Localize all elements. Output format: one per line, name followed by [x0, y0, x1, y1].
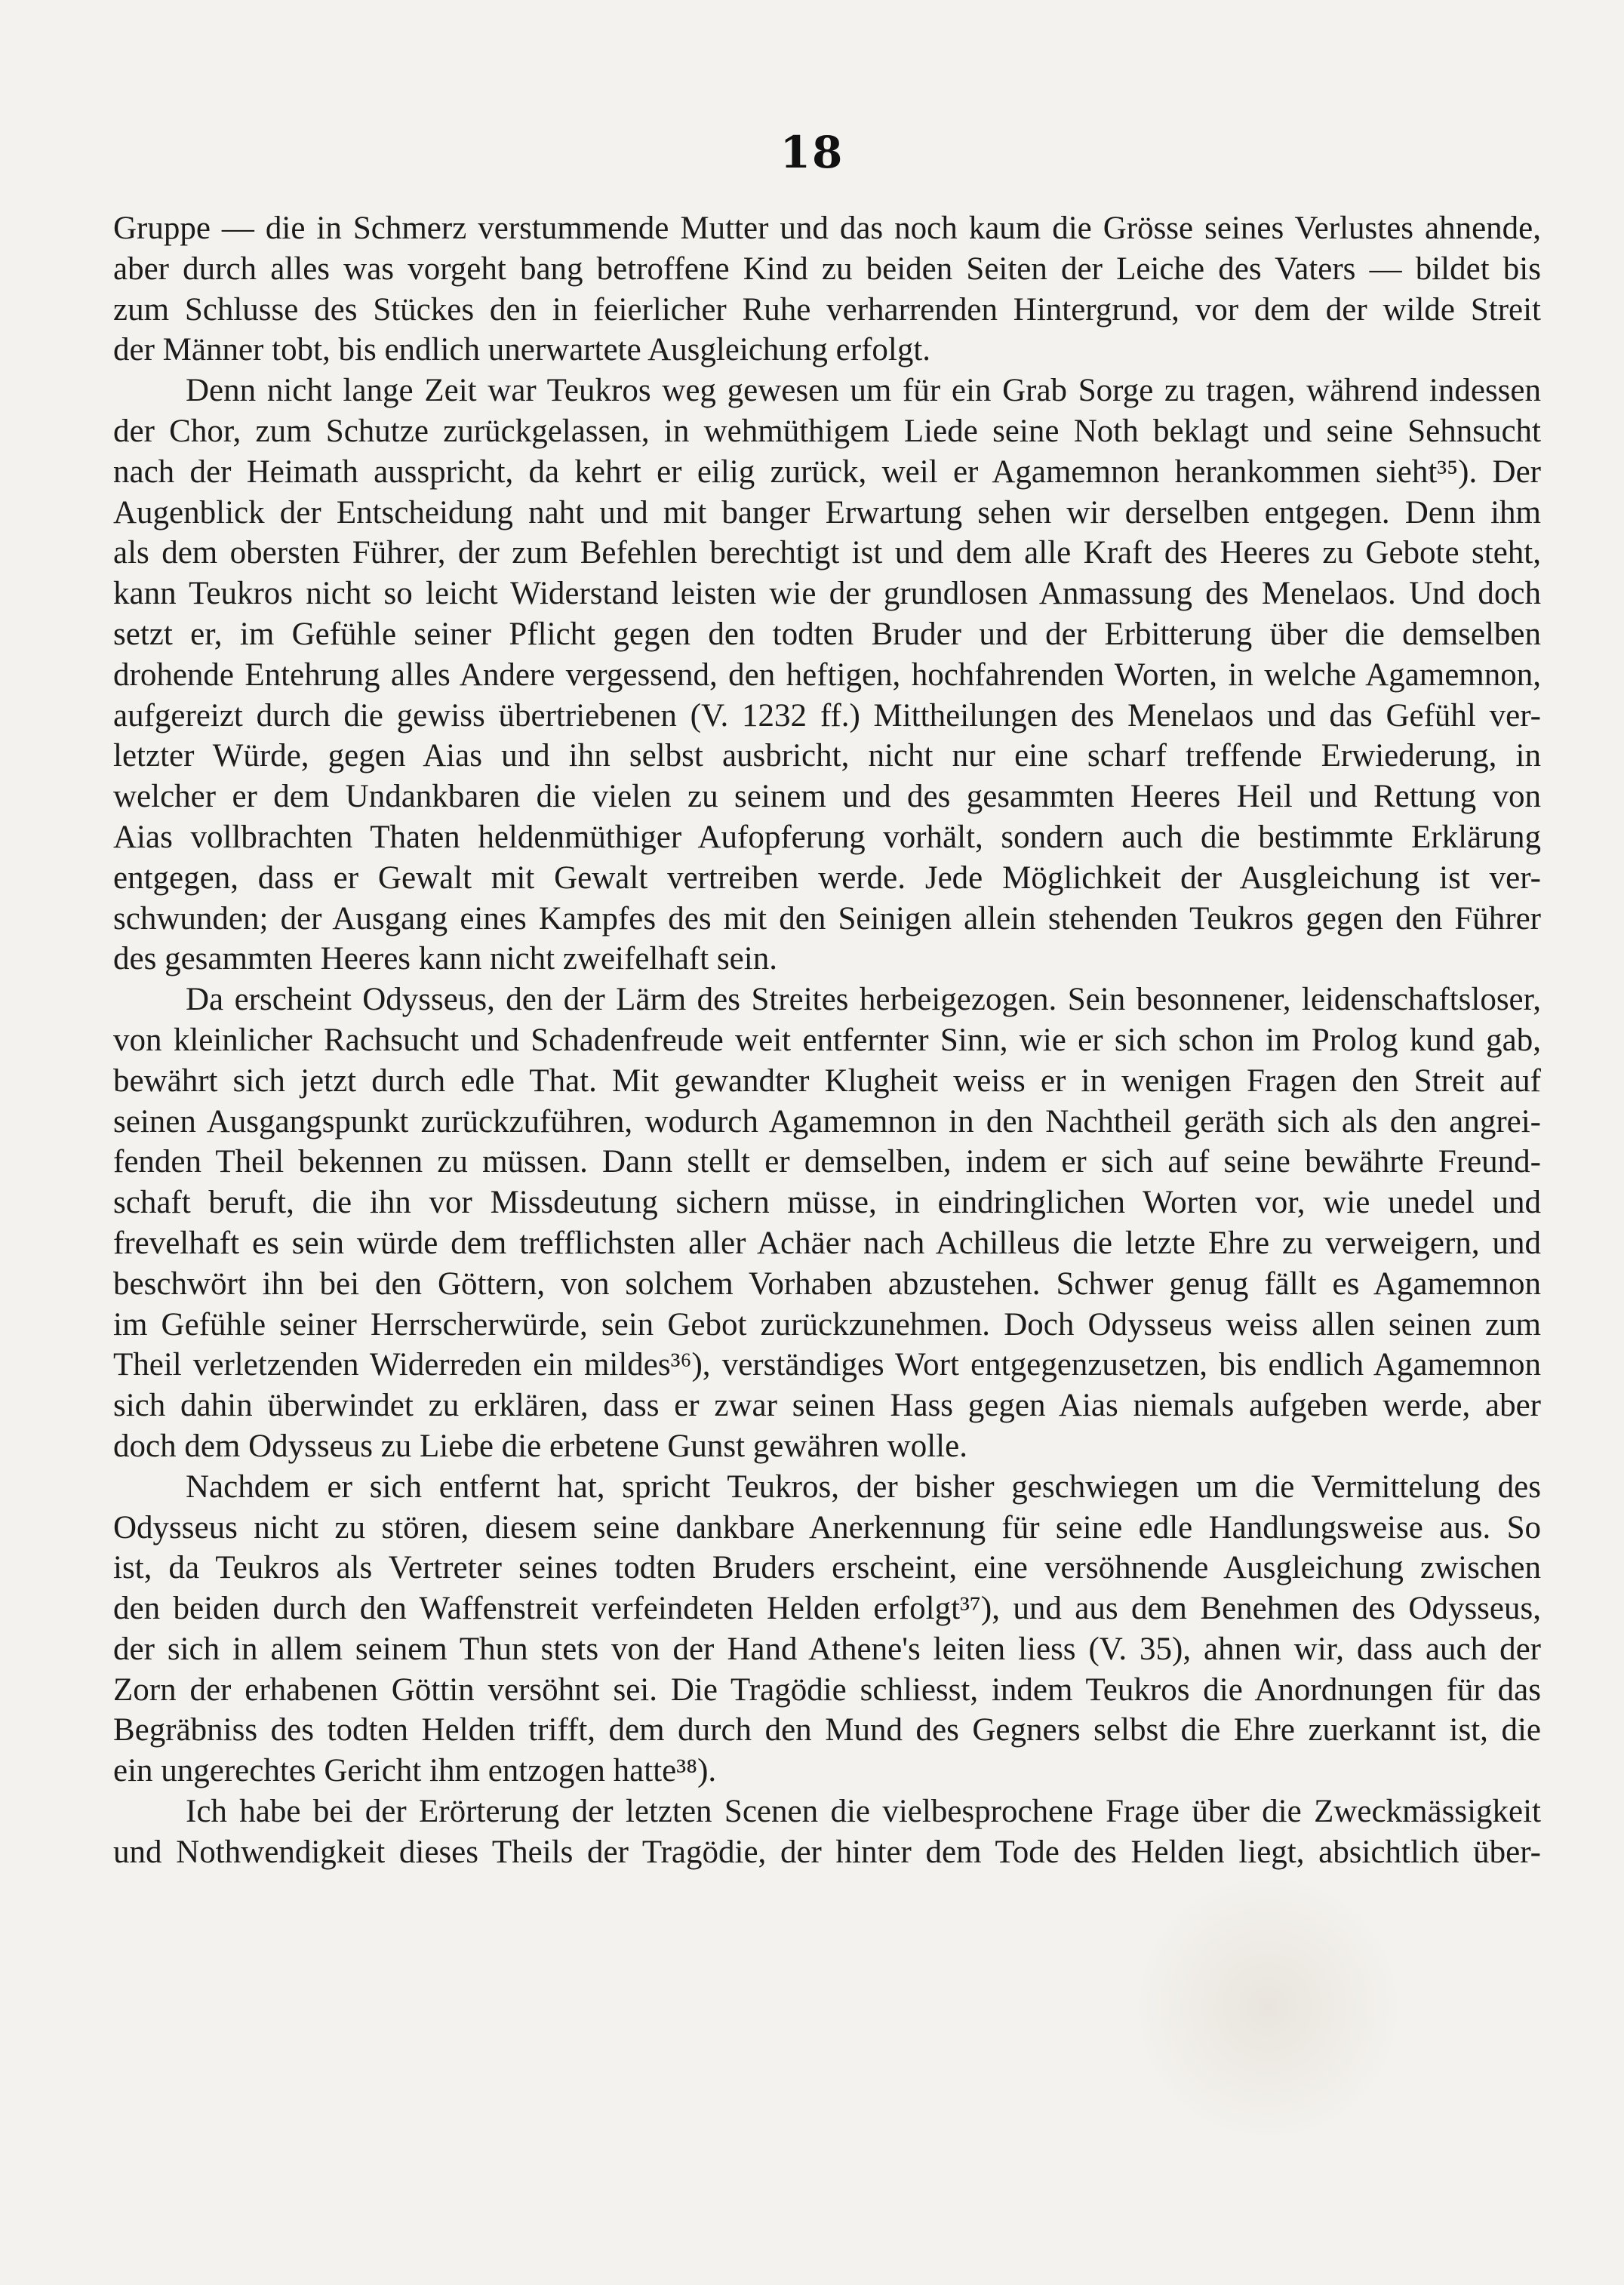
paragraph: [113, 1791, 1541, 1873]
text-line: der Männer tobt, bis endlich unerwartete Ausgleichung erfolgt.: [113, 332, 931, 368]
text-line: Zorn der erhabenen Göttin versöhnt sei. Die Tragödie schliesst, indem Teukros die Anordnungen für das: [113, 1671, 1541, 1708]
text-line: kann Teukros nicht so leicht Widerstand leisten wie der grundlosen Anmassung des Menelaos. Und doch: [113, 576, 1541, 612]
text-line: fenden Theil bekennen zu müssen. Dann stellt er demselben, indem er sich auf seine bewährte Freund-: [113, 1144, 1541, 1180]
text-line: und Nothwendigkeit dieses Theils der Tragödie, der hinter dem Tode des Helden liegt, absichtlich über-: [113, 1834, 1541, 1870]
text-line: entgegen, dass er Gewalt mit Gewalt vertreiben werde. Jede Möglichkeit der Ausgleichung ist ver-: [113, 860, 1541, 896]
body-text: [113, 208, 1541, 1873]
text-line: Odysseus nicht zu stören, diesem seine dankbare Anerkennung für seine edle Handlungsweise aus. So: [113, 1509, 1541, 1545]
text-line: welcher er dem Undankbaren die vielen zu seinem und des gesammten Heeres Heil und Rettung von: [113, 779, 1541, 815]
paragraph: [113, 980, 1541, 1467]
paragraph: [113, 208, 1541, 371]
text-line: Denn nicht lange Zeit war Teukros weg gewesen um für ein Grab Sorge zu tragen, während indessen: [186, 373, 1541, 409]
text-line: frevelhaft es sein würde dem trefflichsten aller Achäer nach Achilleus die letzte Ehre zu verweigern, und: [113, 1225, 1541, 1261]
text-line: aufgereizt durch die gewiss übertriebenen (V. 1232 ff.) Mittheilungen des Menelaos und das Gefühl ver-: [113, 697, 1541, 733]
text-line: Theil verletzenden Widerreden ein mildes³⁶), verständiges Wort entgegenzusetzen, bis endlich Agamemnon: [113, 1347, 1541, 1383]
text-line: letzter Würde, gegen Aias und ihn selbst ausbricht, nicht nur eine scharf treffende Erwiederung, in: [113, 738, 1541, 774]
text-line: sich dahin überwindet zu erklären, dass er zwar seinen Hass gegen Aias niemals aufgeben werde, aber: [113, 1388, 1541, 1424]
text-line: doch dem Odysseus zu Liebe die erbetene Gunst gewähren wolle.: [113, 1428, 967, 1464]
text-line: im Gefühle seiner Herrscherwürde, sein Gebot zurückzunehmen. Doch Odysseus weiss allen seinen zum: [113, 1306, 1541, 1342]
text-line: schaft beruft, die ihn vor Missdeutung sichern müsse, in eindringlichen Worten vor, wie unedel und: [113, 1185, 1541, 1221]
text-line: bewährt sich jetzt durch edle That. Mit gewandter Klugheit weiss er in wenigen Fragen den Streit auf: [113, 1063, 1541, 1099]
text-line: aber durch alles was vorgeht bang betroffene Kind zu beiden Seiten der Leiche des Vaters — bildet bis: [113, 251, 1541, 287]
page-number: 18: [780, 127, 844, 178]
text-line: Begräbniss des todten Helden trifft, dem durch den Mund des Gegners selbst die Ehre zuerkannt ist, die: [113, 1712, 1541, 1748]
text-line: zum Schlusse des Stückes den in feierlicher Ruhe verharrenden Hintergrund, vor dem der wilde Streit: [113, 291, 1541, 328]
text-line: Ich habe bei der Erörterung der letzten Scenen die vielbesprochene Frage über die Zweckmässigkeit: [186, 1794, 1541, 1830]
text-line: des gesammten Heeres kann nicht zweifelhaft sein.: [113, 941, 777, 977]
text-line: ein ungerechtes Gericht ihm entzogen hatte³⁸).: [113, 1753, 717, 1789]
text-line: Aias vollbrachten Thaten heldenmüthiger Aufopferung vorhält, sondern auch die bestimmte Erklärung: [113, 819, 1541, 855]
text-line: beschwört ihn bei den Göttern, von solchem Vorhaben abzustehen. Schwer genug fällt es Agamemnon: [113, 1266, 1541, 1302]
text-line: ist, da Teukros als Vertreter seines todten Bruders erscheint, eine versöhnende Ausgleichung zwischen: [113, 1550, 1541, 1586]
text-line: der sich in allem seinem Thun stets von der Hand Athene's leiten liess (V. 35), ahnen wir, dass auch der: [113, 1631, 1541, 1667]
text-line: als dem obersten Führer, der zum Befehlen berechtigt ist und dem alle Kraft des Heeres zu Gebote steht,: [113, 535, 1541, 571]
paragraph: [113, 1467, 1541, 1791]
text-line: der Chor, zum Schutze zurückgelassen, in wehmüthigem Liede seine Noth beklagt und seine Sehnsucht: [113, 413, 1541, 449]
text-line: drohende Entehrung alles Andere vergessend, den heftigen, hochfahrenden Worten, in welche Agamemnon,: [113, 657, 1541, 693]
text-line: von kleinlicher Rachsucht und Schadenfreude weit entfernter Sinn, wie er sich schon im Prolog kund gab,: [113, 1022, 1541, 1058]
text-line: schwunden; der Ausgang eines Kampfes des mit den Seinigen allein stehenden Teukros gegen den Führer: [113, 900, 1541, 936]
text-line: Nachdem er sich entfernt hat, spricht Teukros, der bisher geschwiegen um die Vermittelung des: [186, 1468, 1541, 1505]
text-line: setzt er, im Gefühle seiner Pflicht gegen den todten Bruder und der Erbitterung über die demselben: [113, 616, 1541, 652]
text-line: Augenblick der Entscheidung naht und mit banger Erwartung sehen wir derselben entgegen. Denn ihm: [113, 494, 1541, 531]
text-line: Gruppe — die in Schmerz verstummende Mutter und das noch kaum die Grösse seines Verlustes ahnende,: [113, 211, 1541, 246]
text-line: Da erscheint Odysseus, den der Lärm des Streites herbeigezogen. Sein besonnener, leidenschaftsloser,: [186, 982, 1541, 1018]
paragraph: [113, 371, 1541, 980]
text-line: seinen Ausgangspunkt zurückzuführen, wodurch Agamemnon in den Nachtheil geräth sich als den angrei-: [113, 1103, 1541, 1139]
paper-stain: [1132, 1871, 1404, 2143]
text-line: den beiden durch den Waffenstreit verfeindeten Helden erfolgt³⁷), und aus dem Benehmen des Odysseus,: [113, 1591, 1541, 1627]
text-line: nach der Heimath ausspricht, da kehrt er eilig zurück, weil er Agamemnon herankommen sieht³⁵). Der: [113, 454, 1541, 490]
